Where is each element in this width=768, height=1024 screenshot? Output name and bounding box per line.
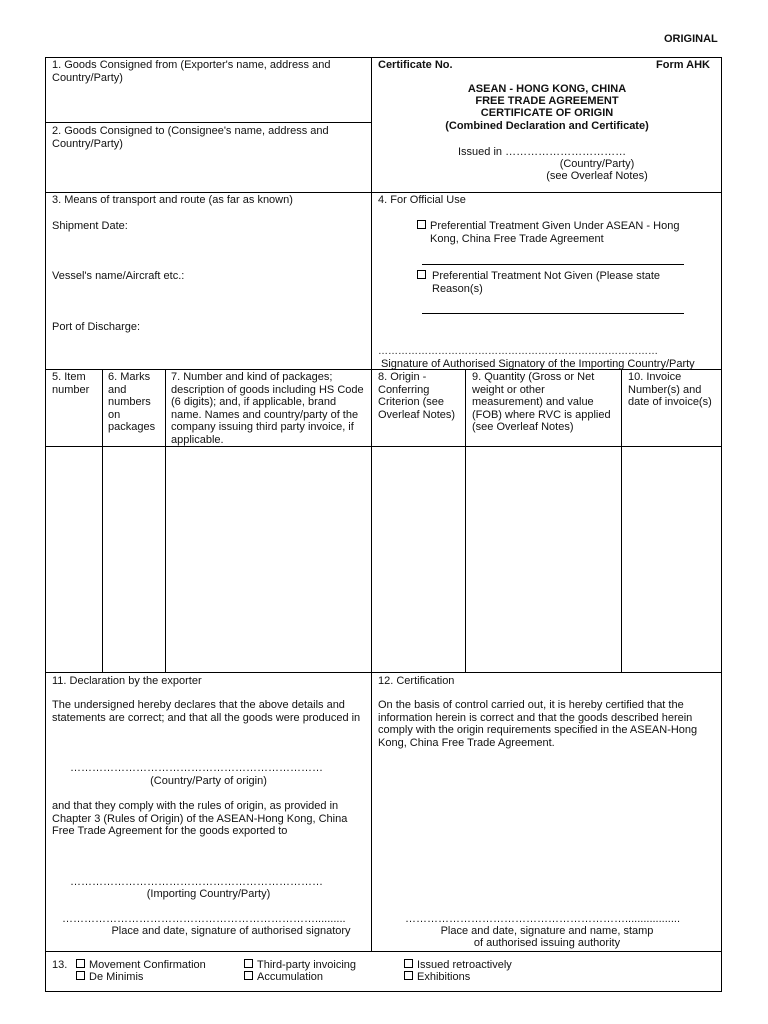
declaration-para2: and that they comply with the rules of origin, as provided in Chapter 3 (Rules of Origin) of the ASEAN-Hong Kong, China Free Trade Agreement for the goods exported to xyxy=(52,800,348,838)
shipment-date-label: Shipment Date: xyxy=(52,220,128,232)
retroactive-label: Issued retroactively xyxy=(417,959,512,971)
frame-top xyxy=(45,57,722,58)
accumulation-label: Accumulation xyxy=(257,971,324,983)
col-description: 7. Number and kind of packages; description of goods including HS Code (6 digits); and, if applicable, brand name. Names and country/party of the company issuing third party invoice, if applicable. xyxy=(171,371,364,446)
issued-in-field[interactable]: Issued in …………………………… xyxy=(458,146,627,158)
frame-left xyxy=(45,57,46,992)
accumulation-option[interactable] xyxy=(244,971,323,984)
col-divider-6-7 xyxy=(165,369,166,673)
box3-title: 3. Means of transport and route (as far as known) xyxy=(52,194,293,206)
preferential-not-given-option[interactable] xyxy=(417,270,707,295)
third-party-option[interactable] xyxy=(244,959,356,972)
cert-title-4: (Combined Declaration and Certificate) xyxy=(445,120,649,132)
origin-country-label: (Country/Party of origin) xyxy=(150,775,267,787)
vessel-label: Vessel's name/Aircraft etc.: xyxy=(52,270,185,282)
movement-label: Movement Confirmation xyxy=(89,959,206,971)
col-marks-numbers: 6. Marks and numbers on packages xyxy=(108,371,156,434)
col-item-number: 5. Item number xyxy=(52,371,90,396)
col-divider-8-9 xyxy=(465,369,466,673)
exporter-sign-label: Place and date, signature of authorised signatory xyxy=(111,925,351,937)
importing-country-label: (Importing Country/Party) xyxy=(146,888,271,900)
exhibitions-option[interactable] xyxy=(404,971,470,984)
divider-row2 xyxy=(45,192,722,193)
certification-para: On the basis of control carried out, it is hereby certified that the information herein is correct and that the goods described herein comply with the origin requirements specified in the ASEAN-Hong Kong, China Free Trade Agreement. xyxy=(378,699,698,749)
box11-title: 11. Declaration by the exporter xyxy=(52,675,202,687)
divider-box1-box2 xyxy=(45,122,372,123)
checkbox-deminimis[interactable] xyxy=(76,971,85,980)
cert-title-3: CERTIFICATE OF ORIGIN xyxy=(480,107,614,119)
issued-country-label: (Country/Party) xyxy=(559,158,635,170)
signature-dots: ………………………………………………………………………… xyxy=(378,346,658,357)
col-invoice: 10. Invoice Number(s) and date of invoice(s) xyxy=(628,371,712,409)
de-minimis-option[interactable] xyxy=(76,971,143,984)
checkbox-retroactive[interactable] xyxy=(404,959,413,968)
deminimis-label: De Minimis xyxy=(89,971,144,983)
importing-signatory-label: Signature of Authorised Signatory of the Importing Country/Party xyxy=(381,358,695,370)
original-label: ORIGINAL xyxy=(664,33,718,45)
given-underline xyxy=(422,264,684,265)
divider-center-top xyxy=(371,57,372,672)
checkbox-accumulation[interactable] xyxy=(244,971,253,980)
col-divider-9-10 xyxy=(621,369,622,673)
col-origin-criterion: 8. Origin - Conferring Criterion (see Overleaf Notes) xyxy=(378,371,456,421)
certificate-no-label: Certificate No. xyxy=(378,59,453,71)
checkbox-not-given[interactable] xyxy=(417,270,430,283)
cert-title-1: ASEAN - HONG KONG, CHINA xyxy=(467,83,627,95)
preferential-given-option[interactable] xyxy=(417,220,707,245)
divider-center-bottom xyxy=(371,672,372,951)
authority-sign-label-1: Place and date, signature and name, stamp xyxy=(440,925,654,937)
box12-title: 12. Certification xyxy=(378,675,455,687)
divider-row5 xyxy=(45,951,722,952)
col-divider-5-6 xyxy=(102,369,103,673)
exporter-sign-dots: …………………………………………………………….......... xyxy=(62,913,346,925)
box4-title: 4. For Official Use xyxy=(378,194,466,206)
box13-label: 13. xyxy=(52,959,68,971)
declaration-para1: The undersigned hereby declares that the above details and statements are correct; and that all the goods were produced in xyxy=(52,699,361,724)
checkbox-exhibitions[interactable] xyxy=(404,971,413,980)
col-quantity-value: 9. Quantity (Gross or Net weight or other measurement) and value (FOB) where RVC is applied (see Overleaf Notes) xyxy=(472,371,611,434)
retroactive-option[interactable] xyxy=(404,959,512,972)
movement-confirmation-option[interactable] xyxy=(76,959,206,972)
importing-dots: …………………………………………………………… xyxy=(70,876,323,888)
form-ahk-label: Form AHK xyxy=(656,59,710,71)
box2-label: 2. Goods Consigned to (Consignee's name, address and Country/Party) xyxy=(52,125,329,150)
port-discharge-label: Port of Discharge: xyxy=(52,321,141,333)
authority-sign-label-2: of authorised issuing authority xyxy=(473,937,621,949)
checkbox-movement[interactable] xyxy=(76,959,85,968)
checkbox-third-party[interactable] xyxy=(244,959,253,968)
frame-right xyxy=(721,57,722,992)
exhibitions-label: Exhibitions xyxy=(417,971,471,983)
frame-bottom xyxy=(45,991,722,992)
authority-sign-dots: …………………………………………………….................. xyxy=(405,913,681,925)
not-given-underline xyxy=(422,313,684,314)
origin-dots: …………………………………………………………… xyxy=(70,762,323,774)
cert-title-2: FREE TRADE AGREEMENT xyxy=(475,95,619,107)
preferential-not-given-label: Preferential Treatment Not Given (Please state Reason(s) xyxy=(432,270,661,295)
overleaf-note: (see Overleaf Notes) xyxy=(546,170,648,182)
box1-label: 1. Goods Consigned from (Exporter's name, address and Country/Party) xyxy=(52,59,331,84)
third-party-label: Third-party invoicing xyxy=(257,959,357,971)
preferential-given-label: Preferential Treatment Given Under ASEAN - Hong Kong, China Free Trade Agreement xyxy=(430,220,680,245)
checkbox-given[interactable] xyxy=(417,220,430,233)
